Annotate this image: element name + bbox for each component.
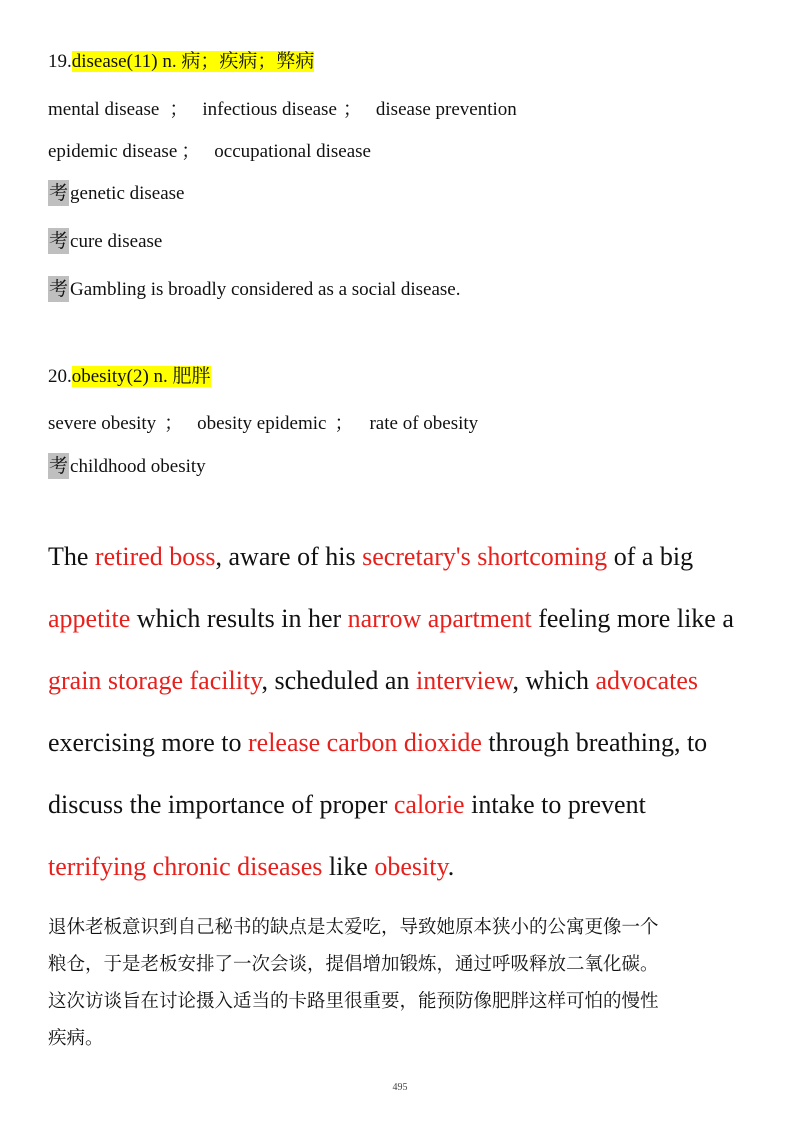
separator: ； — [181, 141, 201, 162]
entry-20-highlighted-term: obesity(2) n. 肥胖 — [71, 366, 211, 387]
story-line — [48, 850, 454, 884]
entry-19-heading — [48, 49, 314, 75]
exam-mark: 考 — [49, 182, 69, 204]
story-text: like — [322, 852, 375, 881]
keyword: obesity — [374, 852, 448, 881]
story-line — [48, 540, 693, 574]
story-text: The — [48, 542, 95, 571]
story-text: , which — [512, 666, 596, 695]
keyword: appetite — [48, 604, 131, 633]
collocation: obesity epidemic — [197, 413, 327, 434]
keyword: advocates — [595, 666, 699, 695]
entry-19-number: 19. — [48, 51, 72, 72]
exam-sentence: Gambling is broadly considered as a social disease. — [70, 279, 461, 300]
entry-20-collocations-1 — [48, 411, 478, 437]
story-text: through breathing, to — [481, 728, 708, 757]
exam-mark: 考 — [49, 455, 69, 477]
story-text: which results in her — [130, 604, 348, 633]
story-text: exercising more to — [48, 728, 248, 757]
exam-mark: 考 — [49, 278, 69, 300]
collocation: disease prevention — [375, 99, 517, 120]
keyword: narrow apartment — [347, 604, 532, 633]
entry-19-highlighted-term: disease(11) n. 病；疾病；弊病 — [71, 51, 315, 72]
exam-phrase: genetic disease — [70, 183, 185, 204]
keyword: terrifying chronic diseases — [48, 852, 323, 881]
collocation: occupational disease — [214, 141, 371, 162]
entry-19-collocations-2 — [48, 139, 371, 165]
separator: ； — [342, 99, 362, 120]
translation-line: 这次访谈旨在讨论摄入适当的卡路里很重要，能预防像肥胖这样可怕的慢性 — [48, 991, 659, 1012]
story-line — [48, 726, 707, 760]
keyword: calorie — [393, 790, 465, 819]
keyword: grain storage facility — [48, 666, 262, 695]
collocation: infectious disease — [202, 99, 337, 120]
entry-19-collocations-1 — [48, 97, 517, 123]
separator: ； — [164, 413, 184, 434]
exam-phrase: childhood obesity — [70, 456, 206, 477]
translation-line: 疾病。 — [48, 1028, 104, 1049]
keyword: release carbon dioxide — [248, 728, 482, 757]
story-text: intake to prevent — [464, 790, 646, 819]
exam-phrase: cure disease — [70, 231, 163, 252]
story-text: . — [447, 852, 455, 881]
keyword: secretary's shortcoming — [362, 542, 608, 571]
collocation: severe obesity — [48, 413, 157, 434]
keyword: interview — [415, 666, 513, 695]
separator: ； — [334, 413, 354, 434]
story-text: , scheduled an — [261, 666, 416, 695]
page-number: 495 — [392, 1082, 408, 1093]
story-line — [48, 788, 646, 822]
entry-20-exam-1 — [48, 453, 206, 480]
entry-19-exam-2 — [48, 228, 162, 255]
story-line — [48, 664, 698, 698]
entry-19-exam-1 — [48, 180, 185, 207]
exam-mark: 考 — [49, 230, 69, 252]
story-text: discuss the importance of proper — [48, 790, 394, 819]
story-text: of a big — [607, 542, 694, 571]
entry-20-heading — [48, 364, 211, 390]
collocation: epidemic disease — [48, 141, 178, 162]
collocation: mental disease — [48, 99, 160, 120]
translation-line: 粮仓，于是老板安排了一次会谈，提倡增加锻炼，通过呼吸释放二氧化碳。 — [48, 954, 659, 975]
translation-line: 退休老板意识到自己秘书的缺点是太爱吃，导致她原本狭小的公寓更像一个 — [48, 917, 659, 938]
entry-19-exam-3 — [48, 276, 460, 303]
separator: ； — [169, 99, 189, 120]
story-line — [48, 602, 734, 636]
keyword: retired boss — [94, 542, 216, 571]
story-text: , aware of his — [215, 542, 363, 571]
story-text: feeling more like a — [531, 604, 734, 633]
collocation: rate of obesity — [369, 413, 479, 434]
entry-20-number: 20. — [48, 366, 72, 387]
